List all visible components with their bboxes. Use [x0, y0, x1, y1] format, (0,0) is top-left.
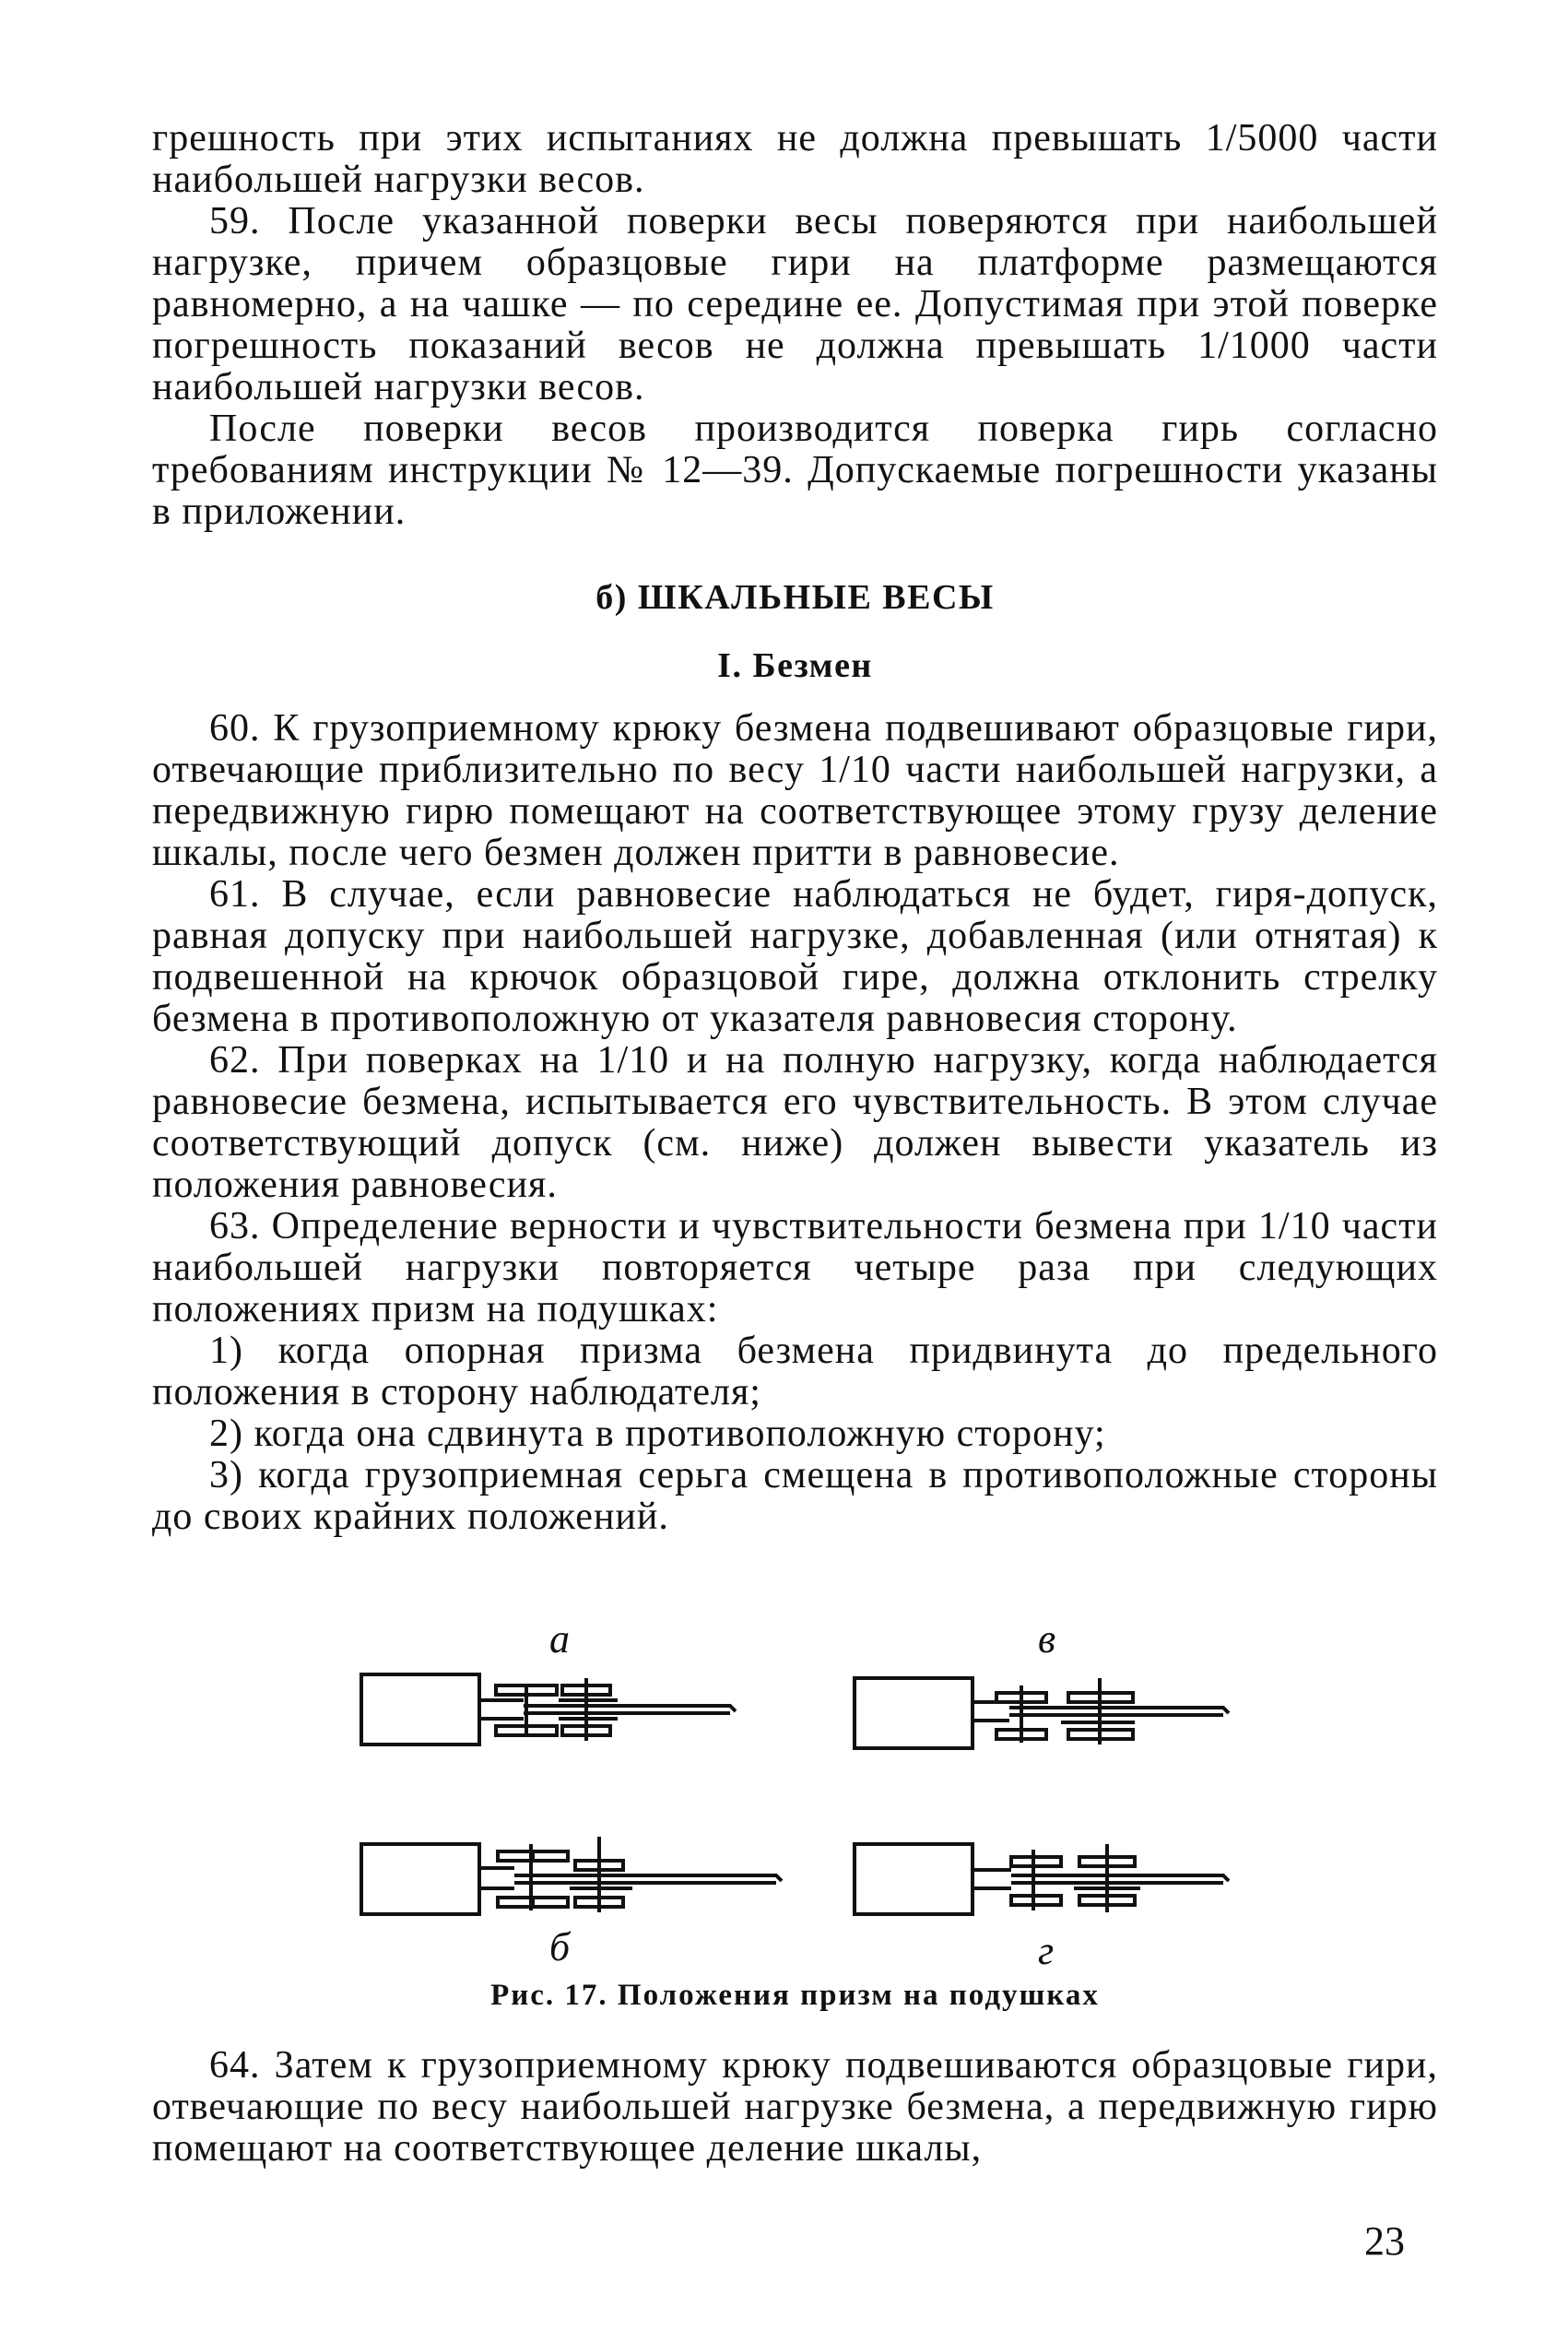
list-item-2: 2) когда она сдвинута в противоположную сторону; [209, 1413, 1106, 1455]
figure-label-g: г [1038, 1928, 1055, 1973]
page-number: 23 [1364, 2218, 1405, 2264]
paragraph-continuation: грешность при этих испытаниях не должна превышать 1/5000 части наибольшей нагрузки весов. [152, 117, 1438, 201]
text-block-bottom [152, 2045, 1438, 2170]
paragraph-62: 62. При поверках на 1/10 и на полную нагрузку, когда наблюдается равновесие безмена, испытывается его чувствительность. В этом случае соответствующий допуск (см. ниже) должен вывести указатель из положения равновесия. [152, 1039, 1438, 1206]
figure-caption: Рис. 17. Положения призм на подушках [490, 1979, 1100, 2012]
prism-diagram-b [360, 1827, 793, 1920]
text-block-top [152, 118, 1438, 533]
figure-label-b: б [549, 1924, 571, 1969]
text-block-middle [152, 708, 1438, 1538]
section-heading: б) ШКАЛЬНЫЕ ВЕСЫ [595, 578, 995, 617]
list-item-3: 3) когда грузоприемная серьга смещена в противоположные стороны до своих крайних положений. [152, 1454, 1438, 1538]
paragraph-63: 63. Определение верности и чувствительности безмена при 1/10 части наибольшей нагрузки повторяется четыре раза при следующих положениях призм на подушках: [152, 1205, 1438, 1331]
subsection-heading: I. Безмен [717, 646, 873, 685]
prism-diagram-g [853, 1831, 1240, 1923]
figure-label-v: в [1038, 1616, 1056, 1662]
paragraph-59: 59. После указанной поверки весы поверяются при наибольшей нагрузке, причем образцовые гири на платформе размещаются равномерно, а на чашке — по середине ее. Допустимая при этой поверке погрешность показаний весов не должна превышать 1/1000 части наибольшей нагрузки весов. [152, 200, 1438, 408]
figure-label-a: а [549, 1616, 570, 1662]
paragraph-60: 60. К грузоприемному крюку безмена подвешивают образцовые гири, отвечающие приблизительно по весу 1/10 части наибольшей нагрузки, а передвижную гирю помещают на соответствующее этому грузу деление шкалы, после чего безмен должен притти в равновесие. [152, 707, 1438, 874]
prism-diagram-v [853, 1665, 1240, 1757]
paragraph-64: 64. Затем к грузоприемному крюку подвешиваются образцовые гири, отвечающие по весу наибольшей нагрузке безмена, а передвижную гирю помещают на соответствующее деление шкалы, [152, 2044, 1438, 2170]
prism-diagram-a [360, 1665, 747, 1757]
list-item-1: 1) когда опорная призма безмена придвинута до предельного положения в сторону наблюдателя; [152, 1330, 1438, 1413]
paragraph-61: 61. В случае, если равновесие наблюдаться не будет, гиря-допуск, равная допуску при наибольшей нагрузке, добавленная (или отнятая) к подвешенной на крючок образцовой гире, должна отклонить стрелку безмена в противоположную от указателя равновесия сторону. [152, 873, 1438, 1040]
paragraph-after-verification: После поверки весов производится поверка гирь согласно требованиям инструкции № 12—39. Допускаемые погрешности указаны в приложении. [152, 408, 1438, 533]
